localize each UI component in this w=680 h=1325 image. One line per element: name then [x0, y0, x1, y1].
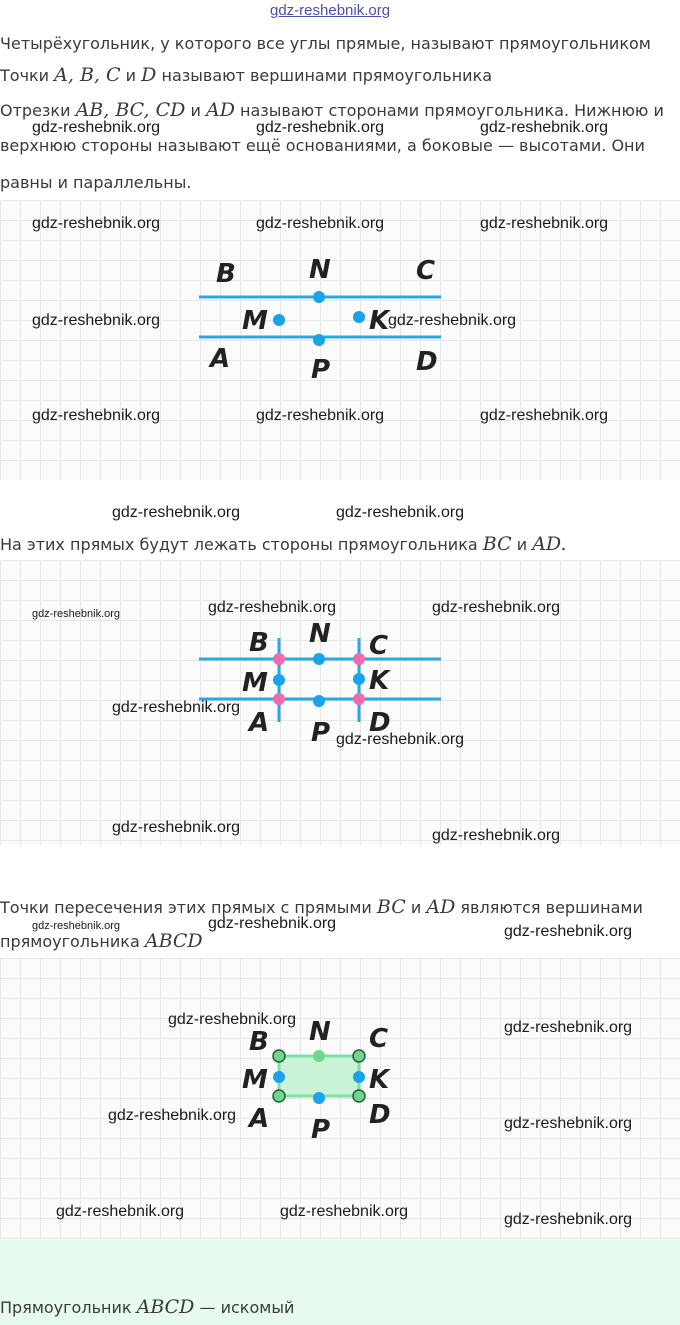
point-p: [313, 334, 325, 346]
label-a: A: [210, 344, 231, 374]
label-k: K: [369, 1065, 390, 1095]
watermark: gdz-reshebnik.org: [32, 608, 121, 620]
label-c: C: [369, 631, 389, 661]
label-a: A: [249, 708, 270, 738]
label-k: K: [369, 666, 390, 696]
watermark: gdz-reshebnik.org: [480, 215, 609, 232]
watermark: gdz-reshebnik.org: [112, 819, 241, 836]
paragraph-definition: Четырёхугольник, у которого все углы прямые, называют прямоугольником: [0, 34, 651, 53]
math-sides: AB, BC, CD: [75, 99, 186, 121]
point-m: [273, 1071, 285, 1083]
label-c: C: [369, 1024, 389, 1054]
watermark: gdz-reshebnik.org: [256, 215, 385, 232]
text: и: [410, 898, 422, 917]
label-b: B: [249, 628, 269, 658]
answer-text: [0, 1296, 294, 1318]
label-n: N: [309, 619, 331, 649]
watermark: gdz-reshebnik.org: [336, 731, 465, 748]
label-c: C: [416, 256, 436, 286]
text: и: [190, 101, 201, 120]
watermark: gdz-reshebnik.org: [280, 1203, 409, 1220]
label-p: P: [311, 718, 331, 748]
math-side-ad: AD.: [532, 533, 567, 555]
label-m: M: [242, 1065, 268, 1095]
text: Точки пересечения этих прямых с прямыми: [0, 898, 377, 917]
label-k: K: [369, 306, 390, 336]
intersection-c: [353, 653, 365, 665]
label-b: B: [249, 1027, 269, 1057]
point-k: [353, 1071, 365, 1083]
point-k: [353, 311, 365, 323]
watermark: gdz-reshebnik.org: [480, 119, 609, 136]
watermark: gdz-reshebnik.org: [432, 599, 561, 616]
paragraph-sides: [0, 99, 664, 121]
label-p: P: [311, 1115, 331, 1145]
vertex-c: [353, 1050, 365, 1062]
watermark: gdz-reshebnik.org: [504, 1211, 633, 1228]
text: Прямоугольник: [0, 1298, 137, 1317]
point-n: [313, 653, 325, 665]
label-d: D: [369, 1100, 391, 1130]
watermark: gdz-reshebnik.org: [504, 1019, 633, 1036]
figure-1-grid: [0, 200, 680, 480]
intersection-a: [273, 693, 285, 705]
watermark: gdz-reshebnik.org: [432, 827, 561, 844]
paragraph-lines: [0, 533, 567, 555]
math-side-bc: BC: [376, 896, 406, 918]
label-b: B: [216, 259, 236, 289]
math-side-ad: AD: [205, 99, 235, 121]
watermark: gdz-reshebnik.org: [336, 504, 465, 521]
intersection-b: [273, 653, 285, 665]
point-k: [353, 673, 365, 685]
text: называют вершинами прямоугольника: [156, 66, 493, 85]
text: и: [125, 66, 137, 85]
label-d: D: [416, 347, 438, 377]
watermark: gdz-reshebnik.org: [112, 504, 241, 521]
figure-3-drawing: [0, 958, 680, 1240]
text: Точки: [0, 66, 55, 85]
figure-2-drawing: [0, 560, 680, 845]
point-p: [313, 1092, 325, 1104]
text: и: [516, 535, 528, 554]
watermark: gdz-reshebnik.org: [388, 312, 517, 329]
watermark: gdz-reshebnik.org: [168, 1011, 297, 1028]
label-p: P: [311, 355, 331, 385]
text: На этих прямых будут лежать стороны прямоугольника: [0, 535, 483, 554]
watermark: gdz-reshebnik.org: [108, 1107, 237, 1124]
paragraph-intersections-line2: [0, 930, 203, 952]
math-vertex-d: D: [141, 64, 157, 86]
figure-2-grid: [0, 560, 680, 845]
label-n: N: [309, 1017, 331, 1047]
point-m: [273, 314, 285, 326]
watermark: gdz-reshebnik.org: [208, 599, 337, 616]
watermark: gdz-reshebnik.org: [32, 920, 121, 932]
watermark: gdz-reshebnik.org: [32, 407, 161, 424]
answer-block: [0, 1240, 680, 1325]
watermark: gdz-reshebnik.org: [504, 1115, 633, 1132]
text: называют сторонами прямоугольника. Нижнюю и: [234, 101, 664, 120]
point-m: [273, 674, 285, 686]
text: прямоугольника: [0, 932, 145, 951]
text: Отрезки: [0, 101, 76, 120]
top-watermark-link[interactable]: gdz-reshebnik.org: [270, 2, 391, 19]
vertex-b: [273, 1050, 285, 1062]
vertex-d: [353, 1090, 365, 1102]
vertex-a: [273, 1090, 285, 1102]
watermark: gdz-reshebnik.org: [208, 915, 337, 932]
text: — искомый: [194, 1298, 295, 1317]
paragraph-sides-line2: верхнюю стороны называют ещё основаниями, а боковые — высотами. Они: [0, 136, 645, 155]
label-m: M: [242, 306, 268, 336]
watermark: gdz-reshebnik.org: [32, 215, 161, 232]
watermark: gdz-reshebnik.org: [32, 312, 161, 329]
label-m: M: [242, 668, 268, 698]
point-n: [313, 291, 325, 303]
label-d: D: [369, 708, 391, 738]
intersection-d: [353, 693, 365, 705]
label-a: A: [249, 1104, 270, 1134]
watermark: gdz-reshebnik.org: [256, 119, 385, 136]
math-side-bc: BC: [482, 533, 512, 555]
paragraph-vertices: [0, 64, 492, 86]
watermark: gdz-reshebnik.org: [504, 923, 633, 940]
point-n: [313, 1050, 325, 1062]
point-p: [313, 695, 325, 707]
math-rect-abcd: ABCD: [136, 1296, 195, 1318]
text: являются вершинами: [455, 898, 643, 917]
figure-1-drawing: [0, 200, 680, 480]
watermark: gdz-reshebnik.org: [112, 699, 241, 716]
watermark: gdz-reshebnik.org: [32, 119, 161, 136]
math-rect-abcd: ABCD: [144, 930, 203, 952]
watermark: gdz-reshebnik.org: [480, 407, 609, 424]
label-n: N: [309, 255, 331, 285]
math-vertices: A, B, C: [54, 64, 121, 86]
paragraph-sides-line3: равны и параллельны.: [0, 173, 192, 192]
watermark: gdz-reshebnik.org: [256, 407, 385, 424]
watermark: gdz-reshebnik.org: [56, 1203, 185, 1220]
math-side-ad: AD: [426, 896, 456, 918]
figure-3-grid: [0, 958, 680, 1240]
